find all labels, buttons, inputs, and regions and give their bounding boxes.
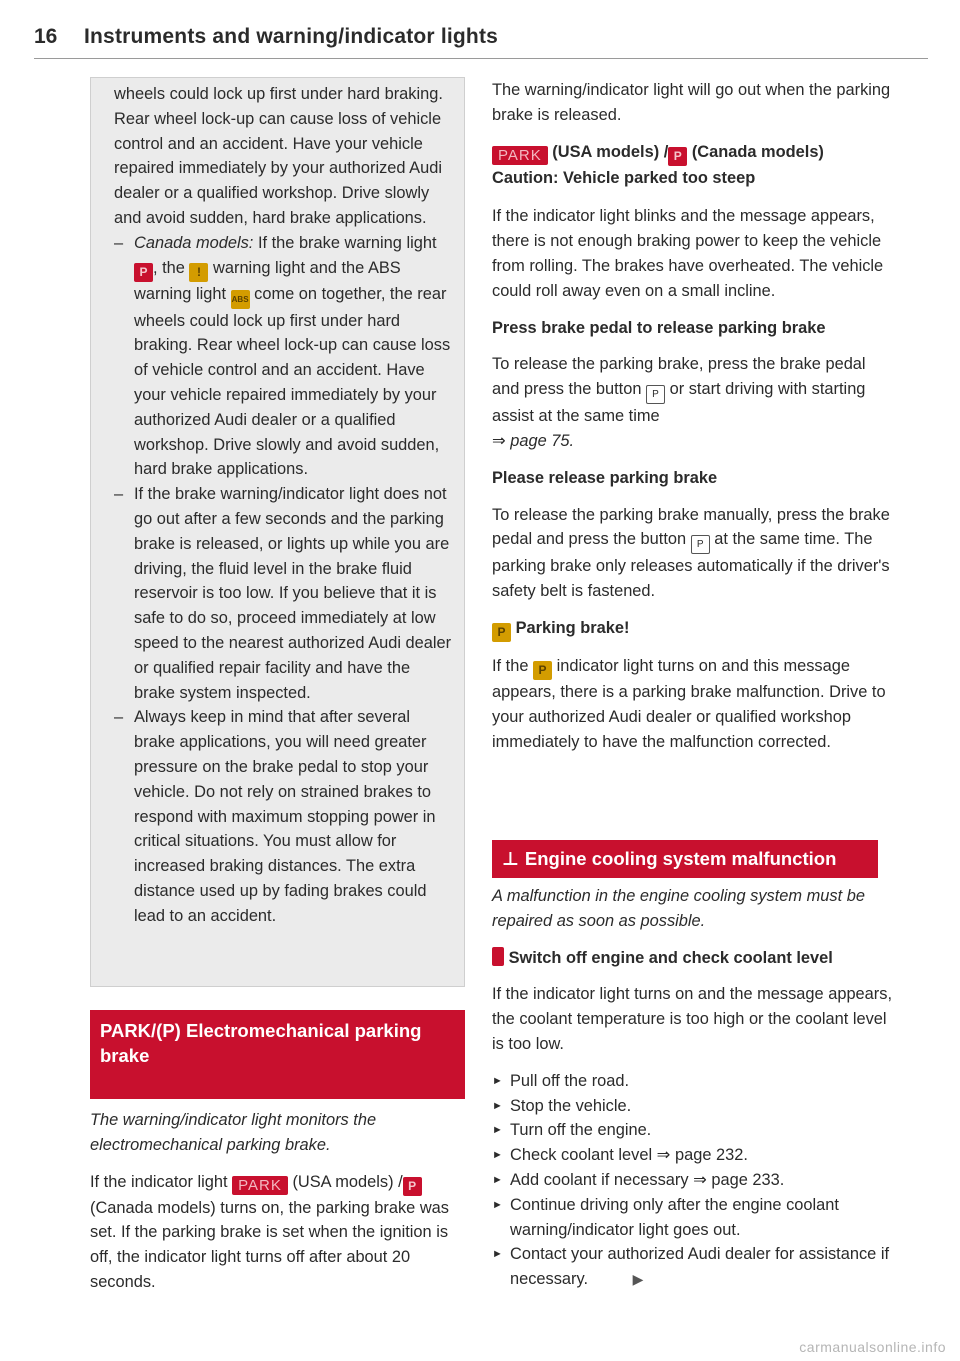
press-brake-body (492, 352, 892, 453)
coolant-red-icon (492, 947, 504, 966)
please-body-1: To release the parking brake manually, press the brake pedal and press the button (492, 505, 890, 549)
pb-body-text-3: (Canada models) turns on, the parking brake was set. If the parking brake is set when the ignition is off, the indicator light turns off after about 20 seconds. (90, 1198, 449, 1291)
brake-pad-icon: ! (189, 263, 208, 282)
list-item: ► Stop the vehicle. (492, 1094, 892, 1119)
please-release-body (492, 503, 892, 604)
press-brake-heading: Press brake pedal to release parking brake (492, 318, 826, 337)
warning-item-fading: – Always keep in mind that after several brake applications, you will need greater pressure on the brake pedal to stop your vehicle. Do not rely on strained brakes to respond with maximum stopping power in critical situations. You must allow for increased braking distances. The extra distance used up by fading brakes could lead to an accident. (114, 705, 454, 928)
last-step-text: Contact your authorized Audi dealer for assistance if necessary. (510, 1245, 890, 1289)
parking-brake-subtitle: The warning/indicator light monitors the electromechanical parking brake. (90, 1111, 377, 1154)
page-header-title: Instruments and warning/indicator lights (84, 25, 499, 48)
p-indicator-icon-2: P (668, 147, 687, 166)
pb-body-text-2: (USA models) / (292, 1172, 403, 1191)
pb-mal-body-2: indicator light turns on and this message appears, there is a parking brake malfunction. Drive to your authorized Audi dealer or qualified workshop immediately to have the malfunction corrected. (492, 656, 886, 751)
canada-text-1: If the brake warning light (257, 233, 437, 252)
list-item (492, 1242, 892, 1292)
section-title-cooling (492, 840, 878, 878)
section-title-parking-brake: PARK/(P) Electromechanical parking brake (90, 1010, 465, 1099)
list-item: ► Pull off the road. (492, 1069, 892, 1094)
caution-heading (492, 140, 892, 191)
pb-body-text-1: If the indicator light (90, 1172, 228, 1191)
press-body-2: or start driving with starting assist at the same time (492, 380, 866, 426)
please-release-heading: Please release parking brake (492, 468, 718, 487)
warning-box-content (114, 82, 454, 929)
switch-off-heading (492, 946, 892, 971)
parking-brake-section (90, 1108, 470, 1307)
parking-brake-button-icon: P (646, 385, 665, 404)
canada-label: Canada models: (134, 233, 254, 252)
list-item: ► Turn off the engine. (492, 1118, 892, 1143)
cooling-title: Engine cooling system malfunction (524, 848, 837, 869)
list-item: ► Check coolant level ⇒ page 232. (492, 1143, 892, 1168)
please-body-2: at the same time. The parking brake only releases automatically if the driver's safety belt is fastened. (492, 530, 890, 601)
page-75-link[interactable]: ⇒ page 75. (492, 431, 575, 450)
parking-brake-yellow-icon-2: P (533, 661, 552, 680)
pb-mal-body-1: If the (492, 656, 529, 675)
brake-warning-icon: P (134, 263, 153, 282)
cooling-subtitle: A malfunction in the engine cooling system must be repaired as soon as possible. (492, 887, 865, 930)
coolant-thermometer-icon: ⊥ (502, 848, 519, 869)
parking-brake-malfunction-body (492, 654, 892, 754)
caution-title-3: Caution: Vehicle parked too steep (492, 168, 756, 187)
caution-title-2: (Canada models) (691, 142, 824, 161)
list-item: ► Continue driving only after the engine coolant warning/indicator light goes out. (492, 1193, 892, 1243)
right-intro: The warning/indicator light will go out when the parking brake is released. (492, 81, 891, 124)
page-header (34, 24, 928, 59)
parking-brake-malfunction-heading (492, 616, 892, 642)
abs-warning-icon: ABS (231, 290, 250, 309)
page-number: 16 (34, 25, 58, 48)
pb-title: Parking brake! (515, 618, 630, 637)
park-indicator-icon-2: PARK (492, 146, 548, 165)
list-item: ► Add coolant if necessary ⇒ page 233. (492, 1168, 892, 1193)
caution-title-1: (USA models) / (552, 142, 669, 161)
warning-item-fluid: – If the brake warning/indicator light does not go out after a few seconds and the parking brake is released, or lights up while you are driving, the fluid level in the brake fluid reservoir is too low. If you believe that it is safe to do so, proceed immediately at low speed to the nearest authorized Audi dealer or qualified repair facility and have the brake system inspected. (114, 482, 454, 705)
parking-brake-yellow-icon: P (492, 623, 511, 642)
p-indicator-icon: P (403, 1177, 422, 1196)
parking-brake-body (90, 1170, 470, 1295)
canada-text-2: , the (153, 258, 185, 277)
park-indicator-icon: PARK (232, 1176, 288, 1195)
next-page-arrow-icon: ▶ (632, 1271, 644, 1288)
caution-body: If the indicator light blinks and the message appears, there is not enough braking power to keep the vehicle from rolling. The brakes have overheated. The vehicle could roll away even on a small incline. (492, 207, 884, 300)
warning-intro: wheels could lock up first under hard braking. Rear wheel lock-up can cause loss of vehicle control and an accident. Have your vehicle repaired immediately by your authorized Audi dealer or a qualified workshop. Drive slowly and avoid sudden, hard brake applications. (114, 85, 443, 227)
parking-brake-button-icon-2: P (691, 535, 710, 554)
switch-off-body: If the indicator light turns on and the message appears, the coolant temperature is too high or the coolant level is too low. (492, 985, 892, 1053)
cooling-section (492, 884, 892, 1292)
canada-text-3: warning light and the ABS warning light (134, 258, 401, 303)
watermark: carmanualsonline.info (799, 1339, 946, 1355)
coolant-steps-list (492, 1069, 892, 1292)
warning-item-canada (114, 231, 454, 482)
right-column (492, 78, 892, 766)
switch-title: Switch off engine and check coolant level (508, 948, 833, 967)
press-body-1: To release the parking brake, press the brake pedal and press the button (492, 355, 866, 399)
canada-text-4: come on together, the rear wheels could lock up first under hard braking. Rear wheel lock-up can cause loss of vehicle control and an accident. Have your vehicle repaired immediately by your authorized Audi dealer or a qualified workshop. Drive slowly and avoid sudden, hard brake applications. (134, 284, 451, 479)
